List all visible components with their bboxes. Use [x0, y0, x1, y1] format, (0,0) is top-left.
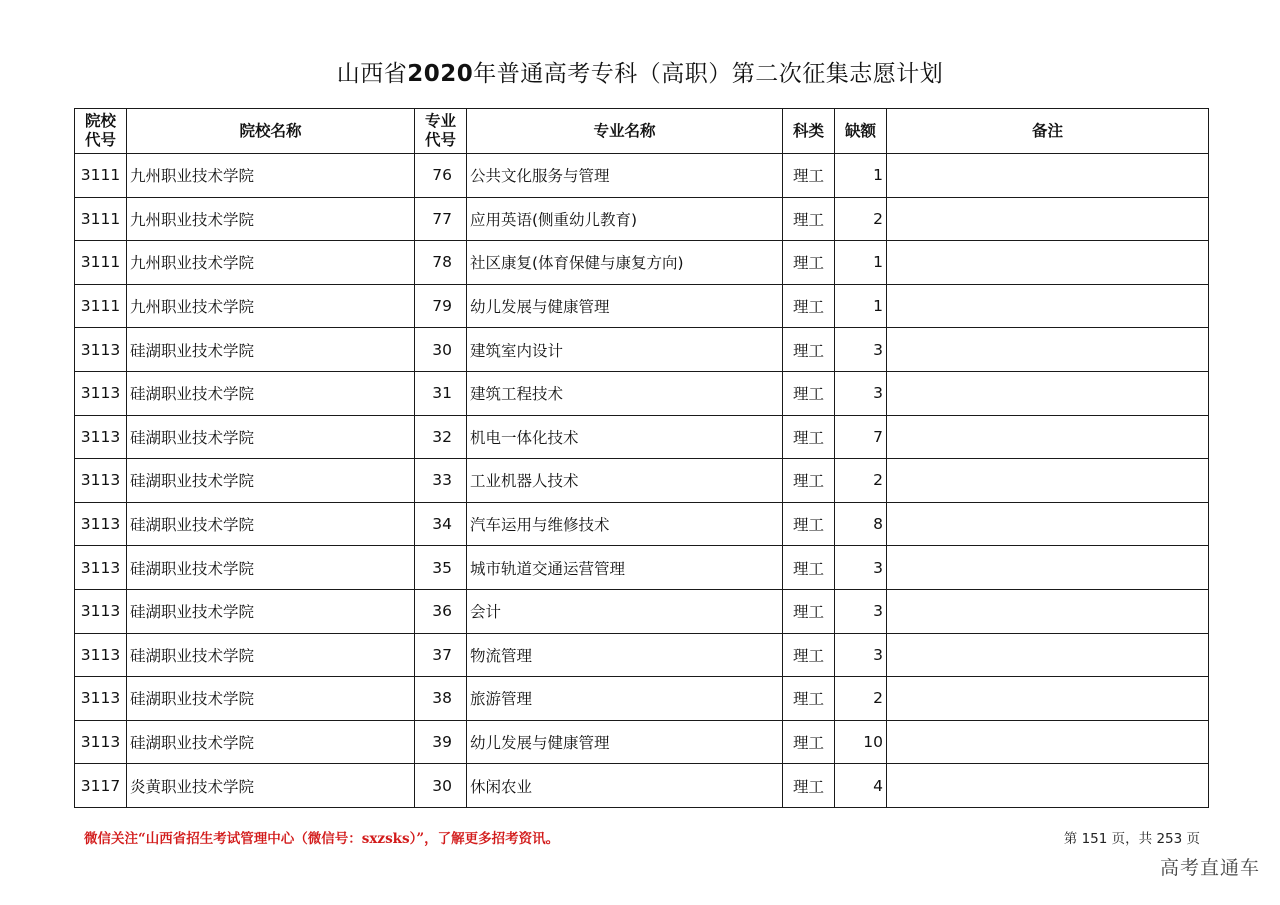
enrollment-plan-table [74, 108, 1209, 808]
cell-remarks [887, 546, 1209, 590]
cell-category: 理工 [783, 371, 835, 415]
cell-major-name: 应用英语(侧重幼儿教育) [467, 197, 783, 241]
table-row [75, 197, 1209, 241]
title-prefix: 山西省 [336, 61, 408, 87]
table-row [75, 589, 1209, 633]
cell-remarks [887, 371, 1209, 415]
cell-school-code: 3113 [75, 677, 127, 721]
cell-major-code: 77 [415, 197, 467, 241]
cell-major-code: 31 [415, 371, 467, 415]
table-row [75, 371, 1209, 415]
table-row [75, 415, 1209, 459]
cell-major-code: 34 [415, 502, 467, 546]
cell-category: 理工 [783, 284, 835, 328]
cell-remarks [887, 284, 1209, 328]
cell-remarks [887, 502, 1209, 546]
cell-major-code: 79 [415, 284, 467, 328]
cell-major-name: 公共文化服务与管理 [467, 154, 783, 198]
cell-remarks [887, 459, 1209, 503]
cell-vacancies: 3 [835, 633, 887, 677]
header-category: 科类 [783, 109, 835, 154]
cell-school-name: 硅湖职业技术学院 [127, 633, 415, 677]
cell-school-name: 九州职业技术学院 [127, 197, 415, 241]
page-indicator: 第 151 页，共 253 页 [1063, 831, 1200, 847]
cell-school-code: 3111 [75, 241, 127, 285]
cell-vacancies: 1 [835, 154, 887, 198]
wechat-notice: 微信关注“山西省招生考试管理中心（微信号：sxzsks）”，了解更多招考资讯。 [84, 831, 560, 847]
cell-category: 理工 [783, 241, 835, 285]
cell-remarks [887, 633, 1209, 677]
cell-school-name: 九州职业技术学院 [127, 154, 415, 198]
cell-major-name: 城市轨道交通运营管理 [467, 546, 783, 590]
document-title [0, 56, 1280, 92]
cell-major-name: 物流管理 [467, 633, 783, 677]
cell-remarks [887, 415, 1209, 459]
cell-remarks [887, 677, 1209, 721]
cell-vacancies: 2 [835, 197, 887, 241]
title-year: 2020 [407, 61, 474, 87]
cell-school-name: 硅湖职业技术学院 [127, 459, 415, 503]
cell-major-name: 汽车运用与维修技术 [467, 502, 783, 546]
cell-school-code: 3113 [75, 546, 127, 590]
cell-category: 理工 [783, 154, 835, 198]
cell-category: 理工 [783, 328, 835, 372]
cell-school-code: 3113 [75, 371, 127, 415]
cell-school-code: 3113 [75, 633, 127, 677]
header-remarks: 备注 [887, 109, 1209, 154]
cell-school-name: 炎黄职业技术学院 [127, 764, 415, 808]
cell-major-code: 36 [415, 589, 467, 633]
cell-major-name: 幼儿发展与健康管理 [467, 720, 783, 764]
cell-major-code: 35 [415, 546, 467, 590]
cell-school-code: 3113 [75, 415, 127, 459]
cell-major-code: 78 [415, 241, 467, 285]
cell-school-name: 硅湖职业技术学院 [127, 546, 415, 590]
cell-major-name: 幼儿发展与健康管理 [467, 284, 783, 328]
cell-school-name: 九州职业技术学院 [127, 284, 415, 328]
cell-major-code: 30 [415, 764, 467, 808]
table-row [75, 154, 1209, 198]
cell-category: 理工 [783, 502, 835, 546]
table-row [75, 546, 1209, 590]
cell-school-code: 3113 [75, 502, 127, 546]
cell-school-code: 3113 [75, 720, 127, 764]
cell-school-code: 3111 [75, 284, 127, 328]
cell-category: 理工 [783, 633, 835, 677]
cell-major-name: 机电一体化技术 [467, 415, 783, 459]
table-row [75, 764, 1209, 808]
cell-vacancies: 2 [835, 459, 887, 503]
cell-major-name: 旅游管理 [467, 677, 783, 721]
cell-major-name: 会计 [467, 589, 783, 633]
table-row [75, 720, 1209, 764]
watermark-text: 高考直通车 [1159, 857, 1260, 879]
cell-major-code: 32 [415, 415, 467, 459]
cell-major-code: 30 [415, 328, 467, 372]
cell-category: 理工 [783, 459, 835, 503]
cell-remarks [887, 154, 1209, 198]
cell-category: 理工 [783, 546, 835, 590]
cell-major-code: 76 [415, 154, 467, 198]
header-school-code: 院校 代号 [75, 109, 127, 154]
cell-major-name: 休闲农业 [467, 764, 783, 808]
cell-vacancies: 1 [835, 241, 887, 285]
table-row [75, 241, 1209, 285]
cell-school-code: 3113 [75, 459, 127, 503]
cell-vacancies: 3 [835, 546, 887, 590]
cell-vacancies: 3 [835, 328, 887, 372]
header-school-name: 院校名称 [127, 109, 415, 154]
cell-school-name: 硅湖职业技术学院 [127, 502, 415, 546]
table-row [75, 459, 1209, 503]
cell-school-code: 3111 [75, 154, 127, 198]
cell-remarks [887, 764, 1209, 808]
title-suffix: 年普通高考专科（高职）第二次征集志愿计划 [473, 61, 944, 87]
cell-school-code: 3113 [75, 328, 127, 372]
cell-major-name: 建筑室内设计 [467, 328, 783, 372]
cell-vacancies: 1 [835, 284, 887, 328]
cell-vacancies: 3 [835, 589, 887, 633]
cell-vacancies: 7 [835, 415, 887, 459]
cell-vacancies: 8 [835, 502, 887, 546]
cell-remarks [887, 241, 1209, 285]
cell-major-code: 37 [415, 633, 467, 677]
cell-school-code: 3111 [75, 197, 127, 241]
table-header-row [75, 109, 1209, 154]
cell-major-name: 工业机器人技术 [467, 459, 783, 503]
cell-category: 理工 [783, 415, 835, 459]
cell-school-name: 九州职业技术学院 [127, 241, 415, 285]
cell-major-code: 33 [415, 459, 467, 503]
cell-remarks [887, 589, 1209, 633]
cell-major-code: 38 [415, 677, 467, 721]
cell-school-name: 硅湖职业技术学院 [127, 371, 415, 415]
cell-school-name: 硅湖职业技术学院 [127, 328, 415, 372]
cell-school-name: 硅湖职业技术学院 [127, 677, 415, 721]
cell-school-name: 硅湖职业技术学院 [127, 589, 415, 633]
cell-school-name: 硅湖职业技术学院 [127, 720, 415, 764]
cell-remarks [887, 197, 1209, 241]
table-row [75, 328, 1209, 372]
table-row [75, 677, 1209, 721]
cell-category: 理工 [783, 589, 835, 633]
cell-school-code: 3117 [75, 764, 127, 808]
cell-category: 理工 [783, 764, 835, 808]
header-major-name: 专业名称 [467, 109, 783, 154]
cell-vacancies: 2 [835, 677, 887, 721]
cell-major-code: 39 [415, 720, 467, 764]
table-body [75, 154, 1209, 808]
header-major-code: 专业 代号 [415, 109, 467, 154]
cell-category: 理工 [783, 677, 835, 721]
cell-major-name: 建筑工程技术 [467, 371, 783, 415]
cell-remarks [887, 328, 1209, 372]
cell-vacancies: 3 [835, 371, 887, 415]
table-row [75, 284, 1209, 328]
cell-major-name: 社区康复(体育保健与康复方向) [467, 241, 783, 285]
cell-vacancies: 10 [835, 720, 887, 764]
header-vacancies: 缺额 [835, 109, 887, 154]
cell-school-name: 硅湖职业技术学院 [127, 415, 415, 459]
table-row [75, 633, 1209, 677]
table-row [75, 502, 1209, 546]
cell-category: 理工 [783, 720, 835, 764]
cell-category: 理工 [783, 197, 835, 241]
cell-vacancies: 4 [835, 764, 887, 808]
cell-remarks [887, 720, 1209, 764]
cell-school-code: 3113 [75, 589, 127, 633]
